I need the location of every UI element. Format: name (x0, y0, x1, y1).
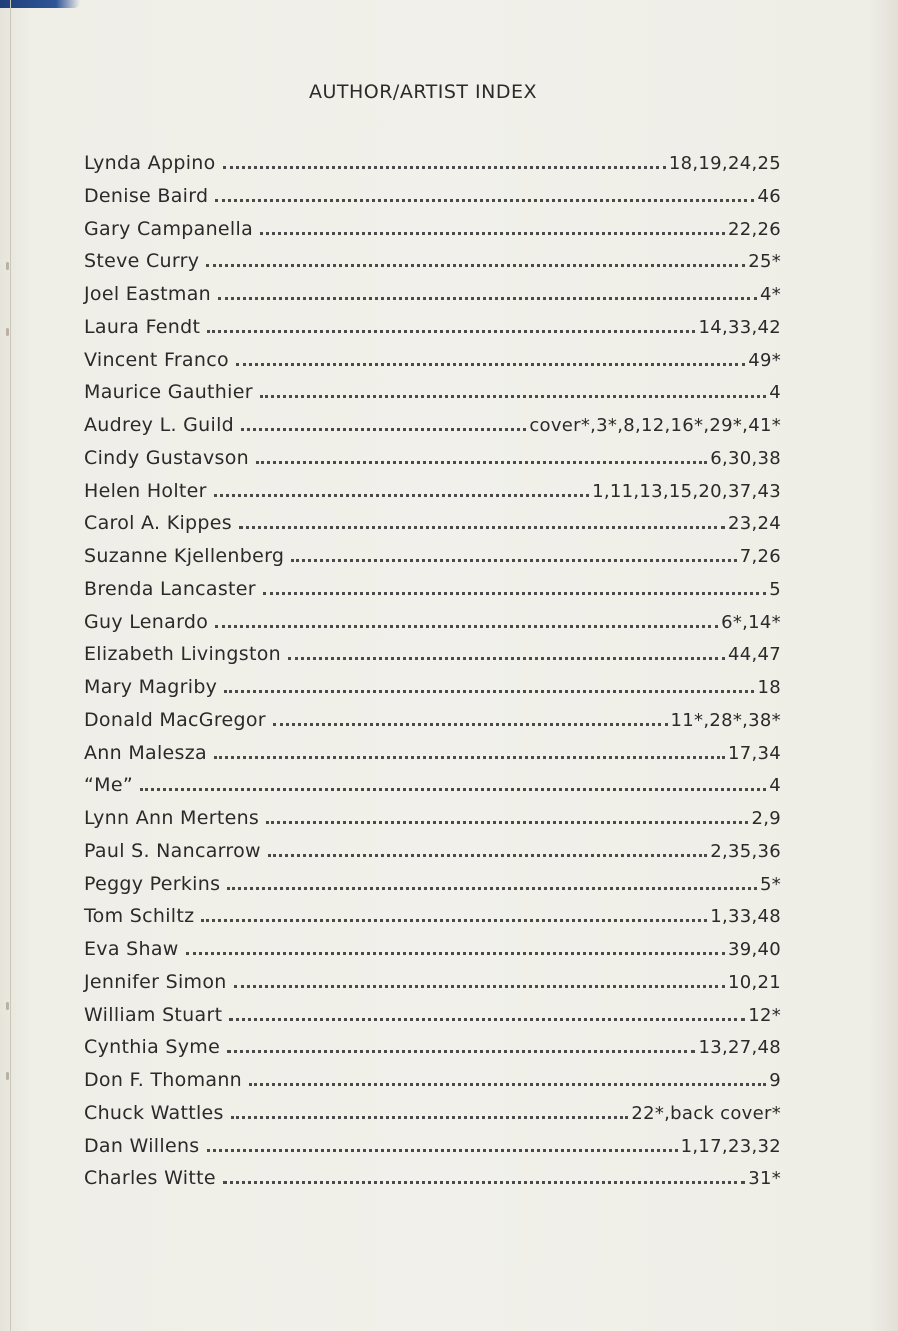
entry-name: Tom Schiltz (84, 905, 195, 928)
entry-pages: 22*,back cover* (631, 1102, 781, 1124)
entry-pages: 17,34 (727, 742, 781, 764)
index-entry (84, 676, 781, 709)
index-entry (84, 545, 781, 578)
entry-name: Vincent Franco (84, 348, 229, 371)
entry-name: Denise Baird (84, 184, 209, 207)
page-speck (6, 262, 9, 270)
entry-pages: 6,30,38 (710, 447, 781, 469)
index-entry (84, 611, 781, 644)
dot-leader (214, 755, 725, 759)
index-entry (84, 578, 781, 611)
dot-leader (224, 689, 754, 693)
index-entry (84, 1036, 781, 1069)
dot-leader (239, 525, 725, 529)
entry-pages: 11*,28*,38* (670, 709, 781, 731)
dot-leader (223, 165, 666, 169)
index-entry (84, 447, 781, 480)
index-entry (84, 1102, 781, 1135)
index-entry (84, 807, 781, 840)
page-speck (6, 1002, 9, 1010)
entry-name: Audrey L. Guild (84, 414, 235, 436)
index-entry (84, 283, 781, 316)
index-entry (84, 480, 781, 513)
index-entry (84, 938, 781, 971)
dot-leader (215, 198, 754, 202)
entry-pages: 23,24 (727, 513, 781, 535)
dot-leader (206, 263, 745, 267)
page-title: AUTHOR/ARTIST INDEX (308, 81, 538, 103)
dot-leader (260, 394, 766, 398)
index-entry (84, 709, 781, 742)
dot-leader (201, 918, 707, 922)
entry-name: Helen Holter (84, 479, 207, 502)
index-entry (84, 381, 781, 414)
entry-pages: 39,40 (727, 939, 781, 960)
entry-name: “Me” (84, 774, 133, 797)
entry-name: Guy Lenardo (84, 610, 209, 633)
index-entry (84, 414, 781, 447)
dot-leader (218, 296, 757, 300)
index-entry (84, 840, 781, 873)
entry-pages: 7,26 (739, 546, 781, 567)
index-entry (84, 1167, 781, 1200)
dot-leader (256, 460, 707, 464)
index-entry (84, 250, 781, 283)
entry-pages: 6*,14* (721, 611, 781, 633)
page-speck (6, 1072, 9, 1080)
entry-pages: 31* (748, 1168, 781, 1190)
dot-leader (273, 722, 668, 726)
entry-pages: 46 (757, 185, 781, 207)
dot-leader (268, 853, 707, 857)
entry-name: Dan Willens (84, 1134, 200, 1157)
index-entry (84, 152, 781, 185)
dot-leader (227, 886, 757, 890)
entry-pages: 4 (769, 775, 781, 797)
entry-name: Gary Campanella (84, 217, 254, 240)
entry-name: Don F. Thomann (84, 1069, 242, 1091)
entry-name: Paul S. Nancarrow (84, 839, 261, 862)
binding-edge (10, 0, 11, 1331)
entry-pages: 5 (769, 578, 781, 600)
index-entry (84, 873, 781, 906)
index-entry (84, 971, 781, 1004)
dot-leader (263, 591, 766, 595)
dot-leader (229, 1017, 745, 1021)
dot-leader (214, 493, 589, 497)
entry-pages: cover*,3*,8,12,16*,29*,41* (529, 415, 781, 436)
entry-name: Elizabeth Livingston (84, 643, 281, 666)
entry-name: Peggy Perkins (84, 872, 221, 895)
dot-leader (215, 624, 718, 628)
dot-leader (207, 329, 695, 333)
entry-pages: 1,17,23,32 (680, 1135, 781, 1157)
index-list (84, 152, 781, 1200)
entry-name: Joel Eastman (84, 283, 212, 305)
index-entry (84, 316, 781, 349)
index-entry (84, 349, 781, 382)
entry-pages: 9 (769, 1070, 781, 1091)
entry-name: Charles Witte (84, 1167, 216, 1190)
entry-name: William Stuart (84, 1003, 223, 1026)
entry-pages: 4 (769, 382, 781, 404)
entry-pages: 2,9 (751, 808, 781, 829)
dot-leader (291, 558, 736, 562)
index-entry (84, 185, 781, 218)
index-entry (84, 643, 781, 676)
entry-pages: 44,47 (727, 644, 781, 666)
entry-name: Suzanne Kjellenberg (84, 545, 285, 567)
dot-leader (231, 1115, 629, 1119)
dot-leader (223, 1180, 745, 1184)
page-speck (6, 328, 9, 336)
entry-name: Donald MacGregor (84, 708, 266, 731)
entry-pages: 1,33,48 (710, 906, 781, 928)
entry-pages: 5* (759, 873, 781, 895)
dot-leader (207, 1148, 678, 1152)
entry-name: Steve Curry (84, 250, 200, 273)
entry-name: Eva Shaw (84, 938, 179, 960)
index-entry (84, 905, 781, 938)
entry-name: Mary Magriby (84, 676, 218, 698)
entry-pages: 14,33,42 (698, 316, 781, 338)
dot-leader (241, 427, 526, 431)
entry-pages: 4* (759, 284, 781, 305)
entry-name: Lynn Ann Mertens (84, 807, 260, 829)
entry-name: Ann Malesza (84, 741, 207, 764)
dot-leader (249, 1082, 766, 1086)
index-entry (84, 742, 781, 775)
entry-pages: 49* (748, 349, 781, 371)
dot-leader (140, 787, 766, 791)
index-entry (84, 1069, 781, 1102)
entry-pages: 18 (757, 677, 781, 698)
index-entry (84, 1004, 781, 1037)
index-entry (84, 1135, 781, 1168)
entry-name: Lynda Appino (84, 152, 216, 174)
dot-leader (186, 951, 725, 955)
entry-name: Brenda Lancaster (84, 577, 256, 600)
entry-pages: 25* (748, 251, 781, 273)
dot-leader (236, 362, 745, 366)
dot-leader (234, 984, 725, 988)
dot-leader (260, 231, 725, 235)
entry-pages: 18,19,24,25 (668, 153, 781, 174)
entry-name: Carol A. Kippes (84, 512, 232, 535)
entry-pages: 13,27,48 (698, 1037, 781, 1059)
dot-leader (227, 1049, 695, 1053)
entry-pages: 1,11,13,15,20,37,43 (592, 480, 781, 502)
entry-name: Jennifer Simon (84, 970, 227, 993)
entry-pages: 22,26 (727, 218, 781, 240)
entry-pages: 12* (748, 1004, 781, 1026)
entry-name: Maurice Gauthier (84, 381, 253, 404)
corner-ink-mark (0, 0, 80, 8)
index-entry (84, 218, 781, 251)
index-entry (84, 774, 781, 807)
entry-name: Cynthia Syme (84, 1036, 221, 1059)
entry-name: Laura Fendt (84, 315, 201, 338)
dot-leader (266, 820, 748, 824)
entry-pages: 2,35,36 (710, 840, 781, 862)
dot-leader (288, 656, 725, 660)
index-entry (84, 512, 781, 545)
entry-name: Cindy Gustavson (84, 446, 249, 469)
entry-name: Chuck Wattles (84, 1101, 224, 1124)
entry-pages: 10,21 (727, 971, 781, 993)
